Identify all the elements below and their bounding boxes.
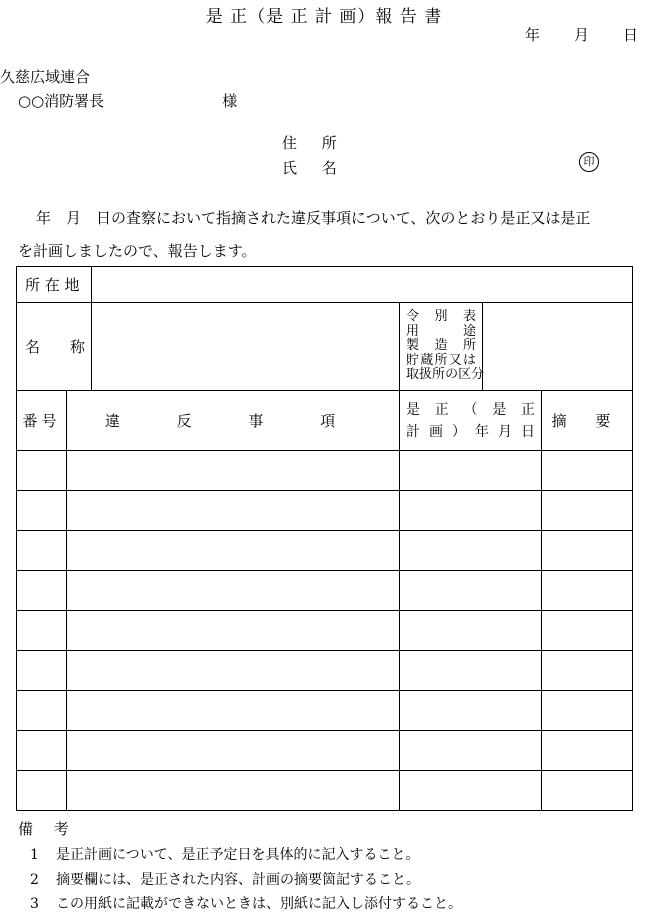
classification-char: 製 [406,338,420,354]
name-field[interactable] [92,303,400,391]
classification-char: 表 [462,309,476,325]
table-row [17,771,633,811]
table-row [17,451,633,491]
table-row [17,531,633,571]
note-text: この用紙に記載ができないときは、別紙に記入し添付すること。 [56,896,462,912]
classification-line [406,367,485,383]
number-cell[interactable] [17,531,67,571]
number-cell[interactable] [17,451,67,491]
classification-line [406,310,476,325]
classification-char: 分 [471,367,485,383]
note-number: 2 [30,872,39,888]
recipient-organization: 久慈広域連合 [0,68,91,86]
remarks-cell[interactable] [542,611,633,651]
seal-icon: 印 [579,152,599,172]
recipient-chief-row [18,90,237,111]
classification-label [400,303,483,391]
report-body-line2: を計画しましたので、報告します。 [18,242,257,260]
classification-char: 所 [432,367,446,383]
classification-char: 又 [448,352,462,368]
classification-line [406,354,476,369]
violation-cell[interactable] [67,451,400,491]
remarks-cell[interactable] [542,531,633,571]
remarks-cell[interactable] [542,651,633,691]
classification-char: 取 [406,367,420,383]
correction-header-char: 月 [498,423,513,440]
correction-date-cell[interactable] [400,611,542,651]
violation-cell[interactable] [67,651,400,691]
classification-char: 造 [434,338,448,354]
correction-header-char: ） [452,423,467,440]
correction-date-cell[interactable] [400,531,542,571]
classification-char: の [445,367,459,383]
recipient-honorific: 様 [222,92,238,110]
classification-char: 用 [406,323,420,339]
correction-date-cell[interactable] [400,571,542,611]
number-cell[interactable] [17,571,67,611]
violation-cell[interactable] [67,731,400,771]
note-number: 1 [30,847,39,863]
table-row [17,731,633,771]
remarks-cell[interactable] [542,731,633,771]
date-month-label: 月 [573,26,589,44]
number-cell[interactable] [17,611,67,651]
correction-header-char: （ [463,401,478,418]
table-row [17,611,633,651]
classification-char: 途 [463,323,477,339]
location-row [17,267,633,303]
table-row [17,491,633,531]
correction-header-char: 計 [406,423,421,440]
remarks-cell[interactable] [542,571,633,611]
name-row [17,303,633,391]
correction-header-char: 日 [521,423,536,440]
violation-cell[interactable] [67,611,400,651]
recipient-chief: ○○消防署長 [18,92,105,110]
note-text: 是正計画について、是正予定日を具体的に記入すること。 [56,847,420,863]
correction-date-cell[interactable] [400,731,542,771]
violation-cell[interactable] [67,771,400,811]
correction-header-line1 [406,399,535,421]
note-number: 3 [30,896,39,912]
name-label: 氏 名 [282,159,347,177]
name-label-cell: 名 称 [17,303,92,391]
correction-date-cell[interactable] [400,651,542,691]
number-cell[interactable] [17,491,67,531]
remarks-cell[interactable] [542,771,633,811]
classification-char: は [462,352,476,368]
report-body-line1: 年 月 日の査察において指摘された違反事項について、次のとおり是正又は是正 [36,209,591,227]
note-item [30,869,420,889]
remarks-cell[interactable] [542,491,633,531]
table-row [17,651,633,691]
number-header: 番号 [17,391,67,451]
location-field[interactable] [92,267,633,303]
number-cell[interactable] [17,691,67,731]
number-cell[interactable] [17,771,67,811]
correction-date-cell[interactable] [400,771,542,811]
classification-char: 蔵 [420,352,434,368]
correction-date-cell[interactable] [400,451,542,491]
classification-grid [400,309,485,383]
correction-header-char: 正 [521,401,536,418]
table-row [17,691,633,731]
classification-char: 所 [434,352,448,368]
address-label: 住 所 [282,134,347,152]
correction-header-char: 年 [475,423,490,440]
classification-char: 別 [434,309,448,325]
correction-date-header [400,391,542,451]
classification-char: 貯 [406,352,420,368]
classification-char: 令 [406,309,420,325]
report-body [18,202,642,268]
note-text: 摘要欄には、是正された内容、計画の摘要箇記すること。 [56,872,420,888]
correction-date-cell[interactable] [400,491,542,531]
correction-header-char: 是 [406,401,421,418]
date-year-label: 年 [524,26,540,44]
number-cell[interactable] [17,651,67,691]
number-cell[interactable] [17,731,67,771]
correction-date-cell[interactable] [400,691,542,731]
note-item [30,844,419,864]
report-table [16,266,633,811]
correction-header-char: 正 [434,401,449,418]
entry-rows [17,451,633,811]
correction-header-char: 画 [429,423,444,440]
correction-header-char: 是 [492,401,507,418]
form-title: 是 正（是 正 計 画）報 告 書 [205,7,443,27]
classification-char: 扱 [419,367,433,383]
violation-header: 違 反 事 項 [67,391,400,451]
violation-cell[interactable] [67,531,400,571]
remarks-cell[interactable] [542,451,633,491]
notes-title: 備 考 [18,820,77,838]
table-row [17,571,633,611]
classification-char: 区 [458,367,472,383]
correction-header-line2 [406,421,535,443]
classification-char: 所 [462,338,476,354]
location-label: 所 在 地 [17,267,92,303]
date-line [525,24,638,45]
classification-field[interactable] [483,303,633,391]
violation-cell[interactable] [67,571,400,611]
note-item [30,893,462,913]
violation-cell[interactable] [67,491,400,531]
remarks-cell[interactable] [542,691,633,731]
remarks-header: 摘 要 [542,391,633,451]
header-row [17,391,633,451]
violation-cell[interactable] [67,691,400,731]
date-day-label: 日 [622,26,638,44]
classification-line [406,339,476,354]
